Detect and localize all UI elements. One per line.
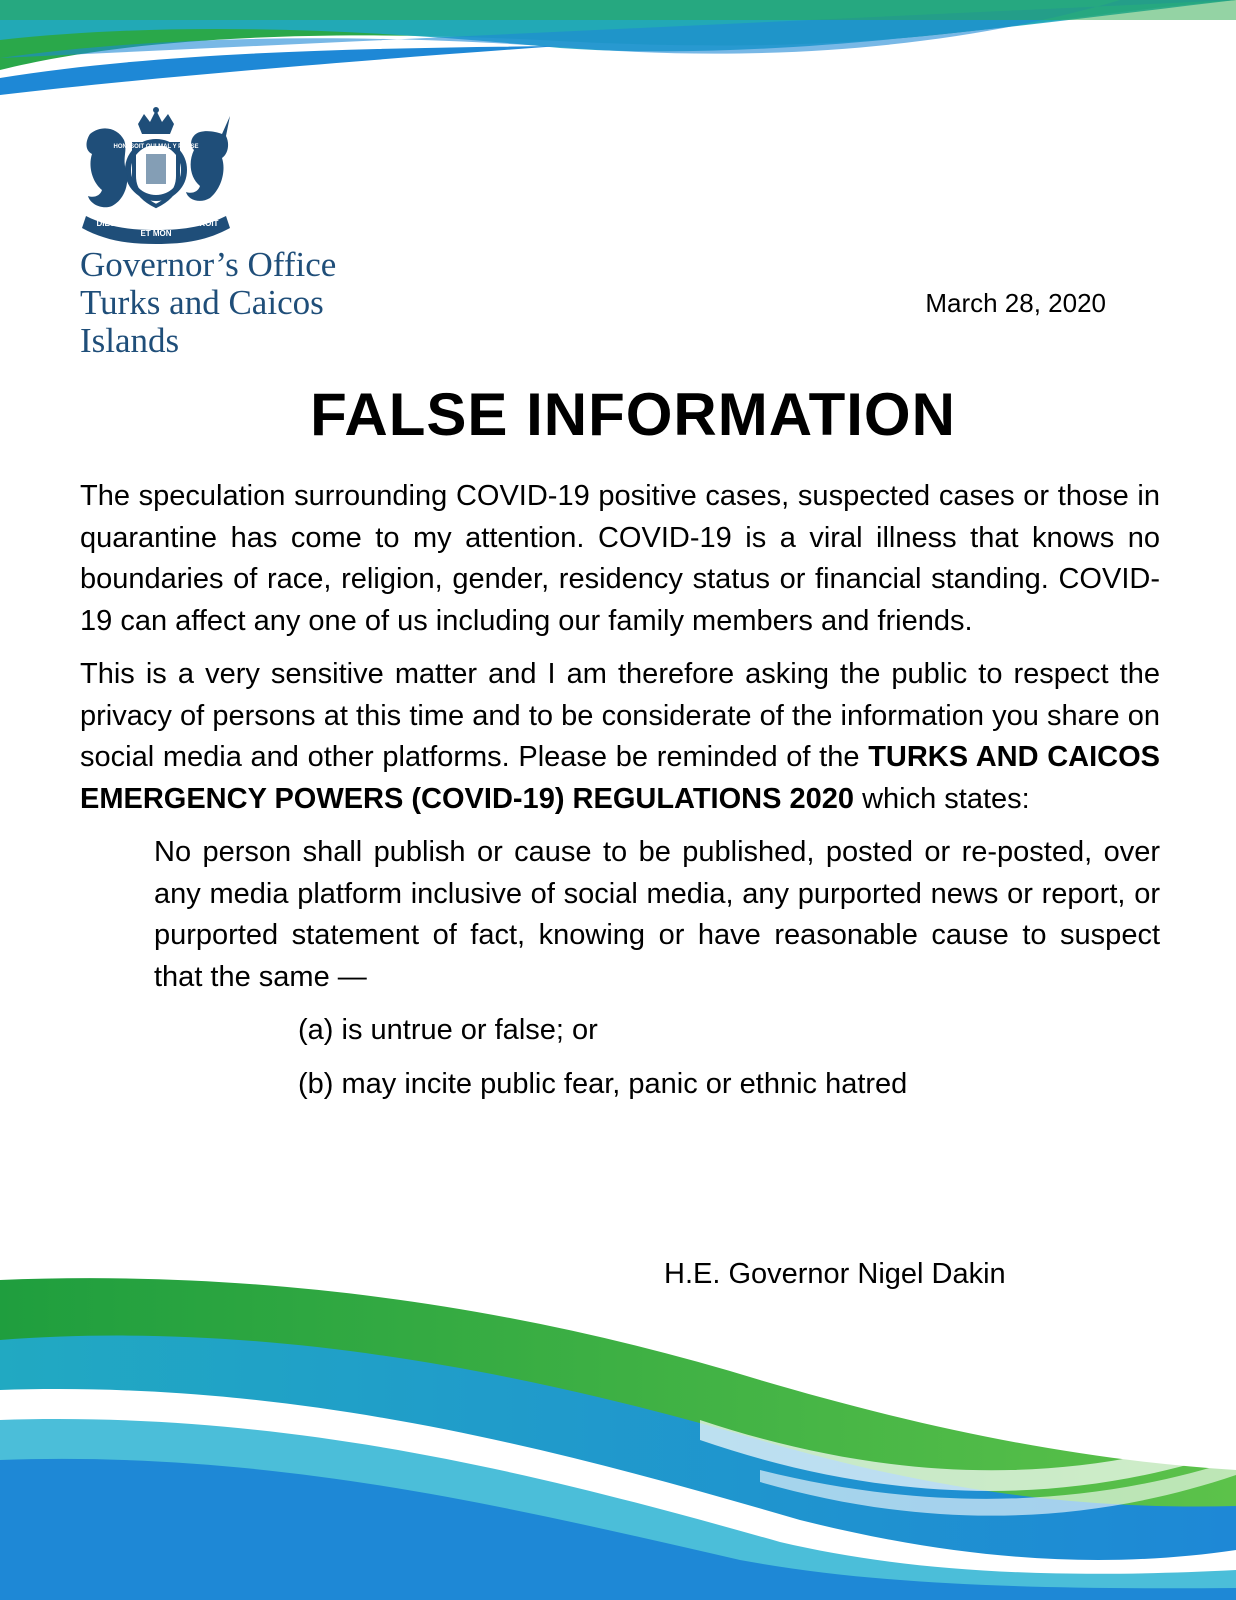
paragraph-2 bbox=[80, 654, 1160, 820]
paragraph-2-end: which states: bbox=[854, 782, 1030, 815]
paragraph-2-text: This is a very sensitive matter and I am therefore asking the public to respect the privacy of persons at this time and to be considerate of the information you share on social media and other platforms. Please be reminded of the bbox=[80, 658, 1160, 773]
signature: H.E. Governor Nigel Dakin bbox=[664, 1258, 1006, 1290]
paragraph-1: The speculation surrounding COVID-19 positive cases, suspected cases or those in quarantine has come to my attention. COVID-19 is a viral illness that knows no boundaries of race, religion, gender, residency status or financial standing. COVID-19 can affect any one of us including our family members and friends. bbox=[80, 480, 1160, 637]
document-body bbox=[80, 476, 1160, 1117]
document-title: FALSE INFORMATION bbox=[310, 381, 956, 448]
org-line-3: Islands bbox=[80, 321, 180, 360]
crest-motto-right: DROIT bbox=[193, 219, 219, 228]
crest-garter-text: HONI SOIT QUI MAL Y PENSE bbox=[113, 144, 199, 150]
crest-motto-center: ET MON bbox=[140, 229, 172, 238]
regulation-item-a: (a) is untrue or false; or bbox=[298, 1014, 598, 1046]
top-wave-decoration bbox=[0, 0, 1236, 110]
org-line-2: Turks and Caicos bbox=[80, 283, 324, 322]
regulation-name: TURKS AND CAICOS EMERGENCY POWERS (COVID-19) REGULATIONS 2020 bbox=[80, 741, 1160, 815]
organization-name bbox=[80, 246, 336, 360]
bottom-wave-decoration bbox=[0, 1270, 1236, 1600]
org-line-1: Governor’s Office bbox=[80, 245, 337, 284]
regulation-item-b: (b) may incite public fear, panic or ethnic hatred bbox=[298, 1067, 908, 1100]
royal-coat-of-arms-logo bbox=[76, 104, 236, 244]
document-date: March 28, 2020 bbox=[925, 288, 1106, 318]
crest-motto-left: DIEU bbox=[96, 219, 116, 228]
regulation-quote: No person shall publish or cause to be published, posted or re-posted, over any media platform inclusive of social media, any purported news or report, or purported statement of fact, knowing or have reasonable cause to suspect that the same — bbox=[154, 836, 1160, 993]
